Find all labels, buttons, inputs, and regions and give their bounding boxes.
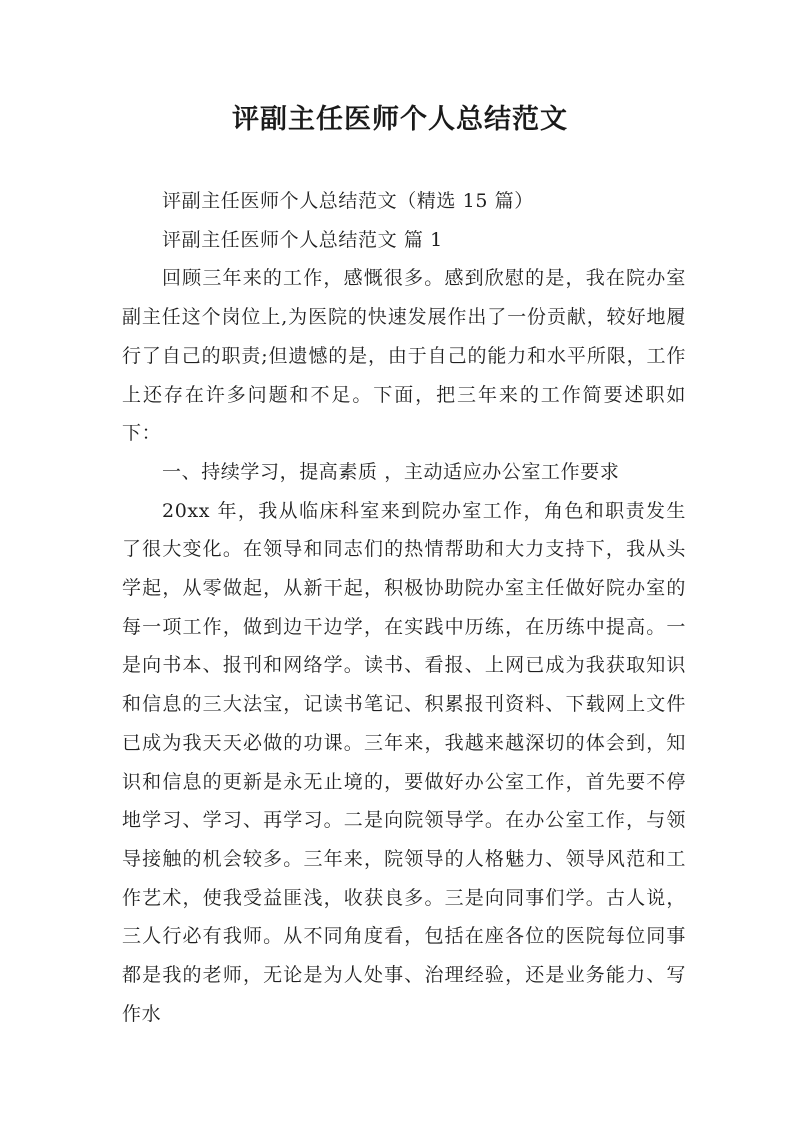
paragraph-heading-one: 一、持续学习，提高素质 ，主动适应办公室工作要求 bbox=[162, 460, 620, 483]
paragraph-body: 20xx 年，我从临床科室来到院办室工作，角色和职责发生了很大变化。在领导和同志们的热情帮助和大力支持下，我从头学起，从零做起，从新干起，积极协助院办室主任做好院办室的每一项工作，做到边干边学，在实践中历练，在历练中提高。一是向书本、报刊和网络学。读书、看报、上网已成为我获取知识和信息的三大法宝，记读书笔记、积累报刊资料、下载网上文件已成为我天天必做的功课。三年来，我越来越深切的体会到，知识和信息的更新是永无止境的，要做好办公室工作，首先要不停地学习、学习、再学习。二是向院领导学。在办公室工作，与领导接触的机会较多。三年来，院领导的人格魅力、领导风范和工作艺术，使我受益匪浅，收获良多。三是向同事们学。古人说，三人行必有我师。从不同角度看，包括在座各位的医院每位同事都是我的老师，无论是为人处事、治理经验，还是业务能力、写作水 bbox=[122, 499, 686, 1025]
document-title: 评副主任医师个人总结范文 bbox=[232, 104, 568, 135]
document-body bbox=[122, 182, 686, 1033]
document-subtitle: 评副主任医师个人总结范文（精选 15 篇） bbox=[162, 190, 534, 212]
paragraph-intro: 回顾三年来的工作，感慨很多。感到欣慰的是，我在院办室副主任这个岗位上,为医院的快速发展作出了一份贡献，较好地履行了自己的职责;但遗憾的是，由于自己的能力和水平所限，工作上还存在许多问题和不足。下面，把三年来的工作简要述职如下： bbox=[122, 267, 686, 445]
section-heading: 评副主任医师个人总结范文 篇 1 bbox=[162, 228, 443, 251]
